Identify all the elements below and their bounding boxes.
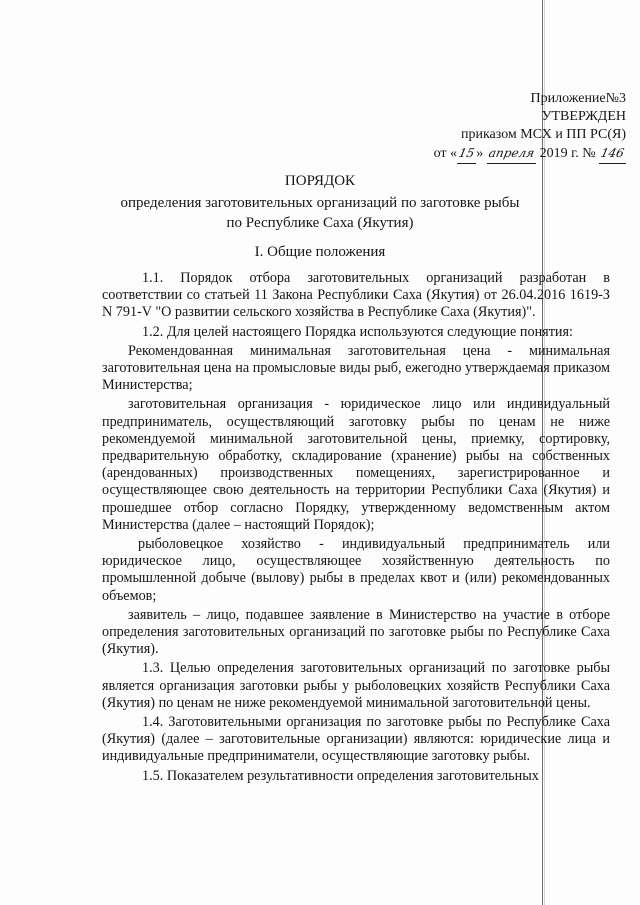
section-heading: I. Общие положения xyxy=(254,244,386,260)
document-subtitle-2: по Республике Саха (Якутия) xyxy=(226,215,414,231)
approved-label: УТВЕРЖДЕН xyxy=(541,109,626,124)
document-body xyxy=(102,270,610,787)
document-subtitle-1: определения заготовительных организаций по заготовке рыбы xyxy=(120,195,520,211)
handwritten-number: 146 xyxy=(599,146,626,160)
definition-fishery: рыболовецкое хозяйство - индивидуальный предприниматель или юридическое лицо, осуществляющее хозяйственную деятельность по промышленной добыче (вылову) рыбы в пределах квот и (или) рекомендованных объемов; xyxy=(102,536,610,604)
definition-min-price: Рекомендованная минимальная заготовительная цена - минимальная заготовительная цена на промысловые виды рыб, ежегодно утверждаемая приказом Министерства; xyxy=(102,342,610,394)
document-title: ПОРЯДОК xyxy=(284,173,356,189)
paragraph-1-5: 1.5. Показателем результативности определения заготовительных xyxy=(142,767,539,784)
paragraph-1-3: 1.3. Целью определения заготовительных организаций по заготовке рыбы является организация заготовки рыбы у рыболовецких хозяйств Республики Саха (Якутия) по ценам не ниже рекомендуемой минимальной заготовительной цены. xyxy=(102,660,610,711)
approval-stamp xyxy=(434,90,626,164)
paragraph-1-2: 1.2. Для целей настоящего Порядка используются следующие понятия: xyxy=(142,323,573,340)
order-date-line xyxy=(434,144,626,164)
definition-applicant: заявитель – лицо, подавшее заявление в Министерство на участие в отборе определения заготовительных организаций по заготовке рыбы по Республике Саха (Якутия). xyxy=(102,606,610,658)
order-label: приказом МСХ и ПП РС(Я) xyxy=(460,127,626,142)
appendix-label: Приложение№3 xyxy=(530,91,626,106)
definition-procurement-org: заготовительная организация - юридическое лицо или индивидуальный предприниматель, осуществляющий заготовку рыбы по ценам не ниже рекомендуемой минимальной заготовительной цены, приемку, сортировку, предварительную обработку, складирование (хранение) рыбы на собственных (арендованных) производственных помещениях, зарегистрированное и осуществляющее свою деятельность на территории Республики Саха (Якутия) и прошедшее отбор согласно Порядку, утвержденному ведомственным актом Министерства (далее – настоящий Порядок); xyxy=(102,396,610,533)
date-prefix: от « xyxy=(433,146,458,161)
year-label: 2019 г. № xyxy=(539,146,596,161)
date-quote-close: » xyxy=(476,146,484,161)
paragraph-1-4: 1.4. Заготовительными организация по заготовке рыбы по Республике Саха (Якутия) (далее – заготовительные организации) являются: юридические лица и индивидуальные предприниматели, осуществляющие заготовку рыбы. xyxy=(102,714,610,765)
handwritten-day: 15 xyxy=(457,146,476,160)
handwritten-month: апреля xyxy=(487,146,536,160)
paragraph-1-1: 1.1. Порядок отбора заготовительных организаций разработан в соответствии со статьей 11 Закона Республики Саха (Якутия) от 26.04.2016 1619-З N 791-V "О развитии сельского хозяйства в Республике Саха (Якутия)". xyxy=(102,270,610,321)
